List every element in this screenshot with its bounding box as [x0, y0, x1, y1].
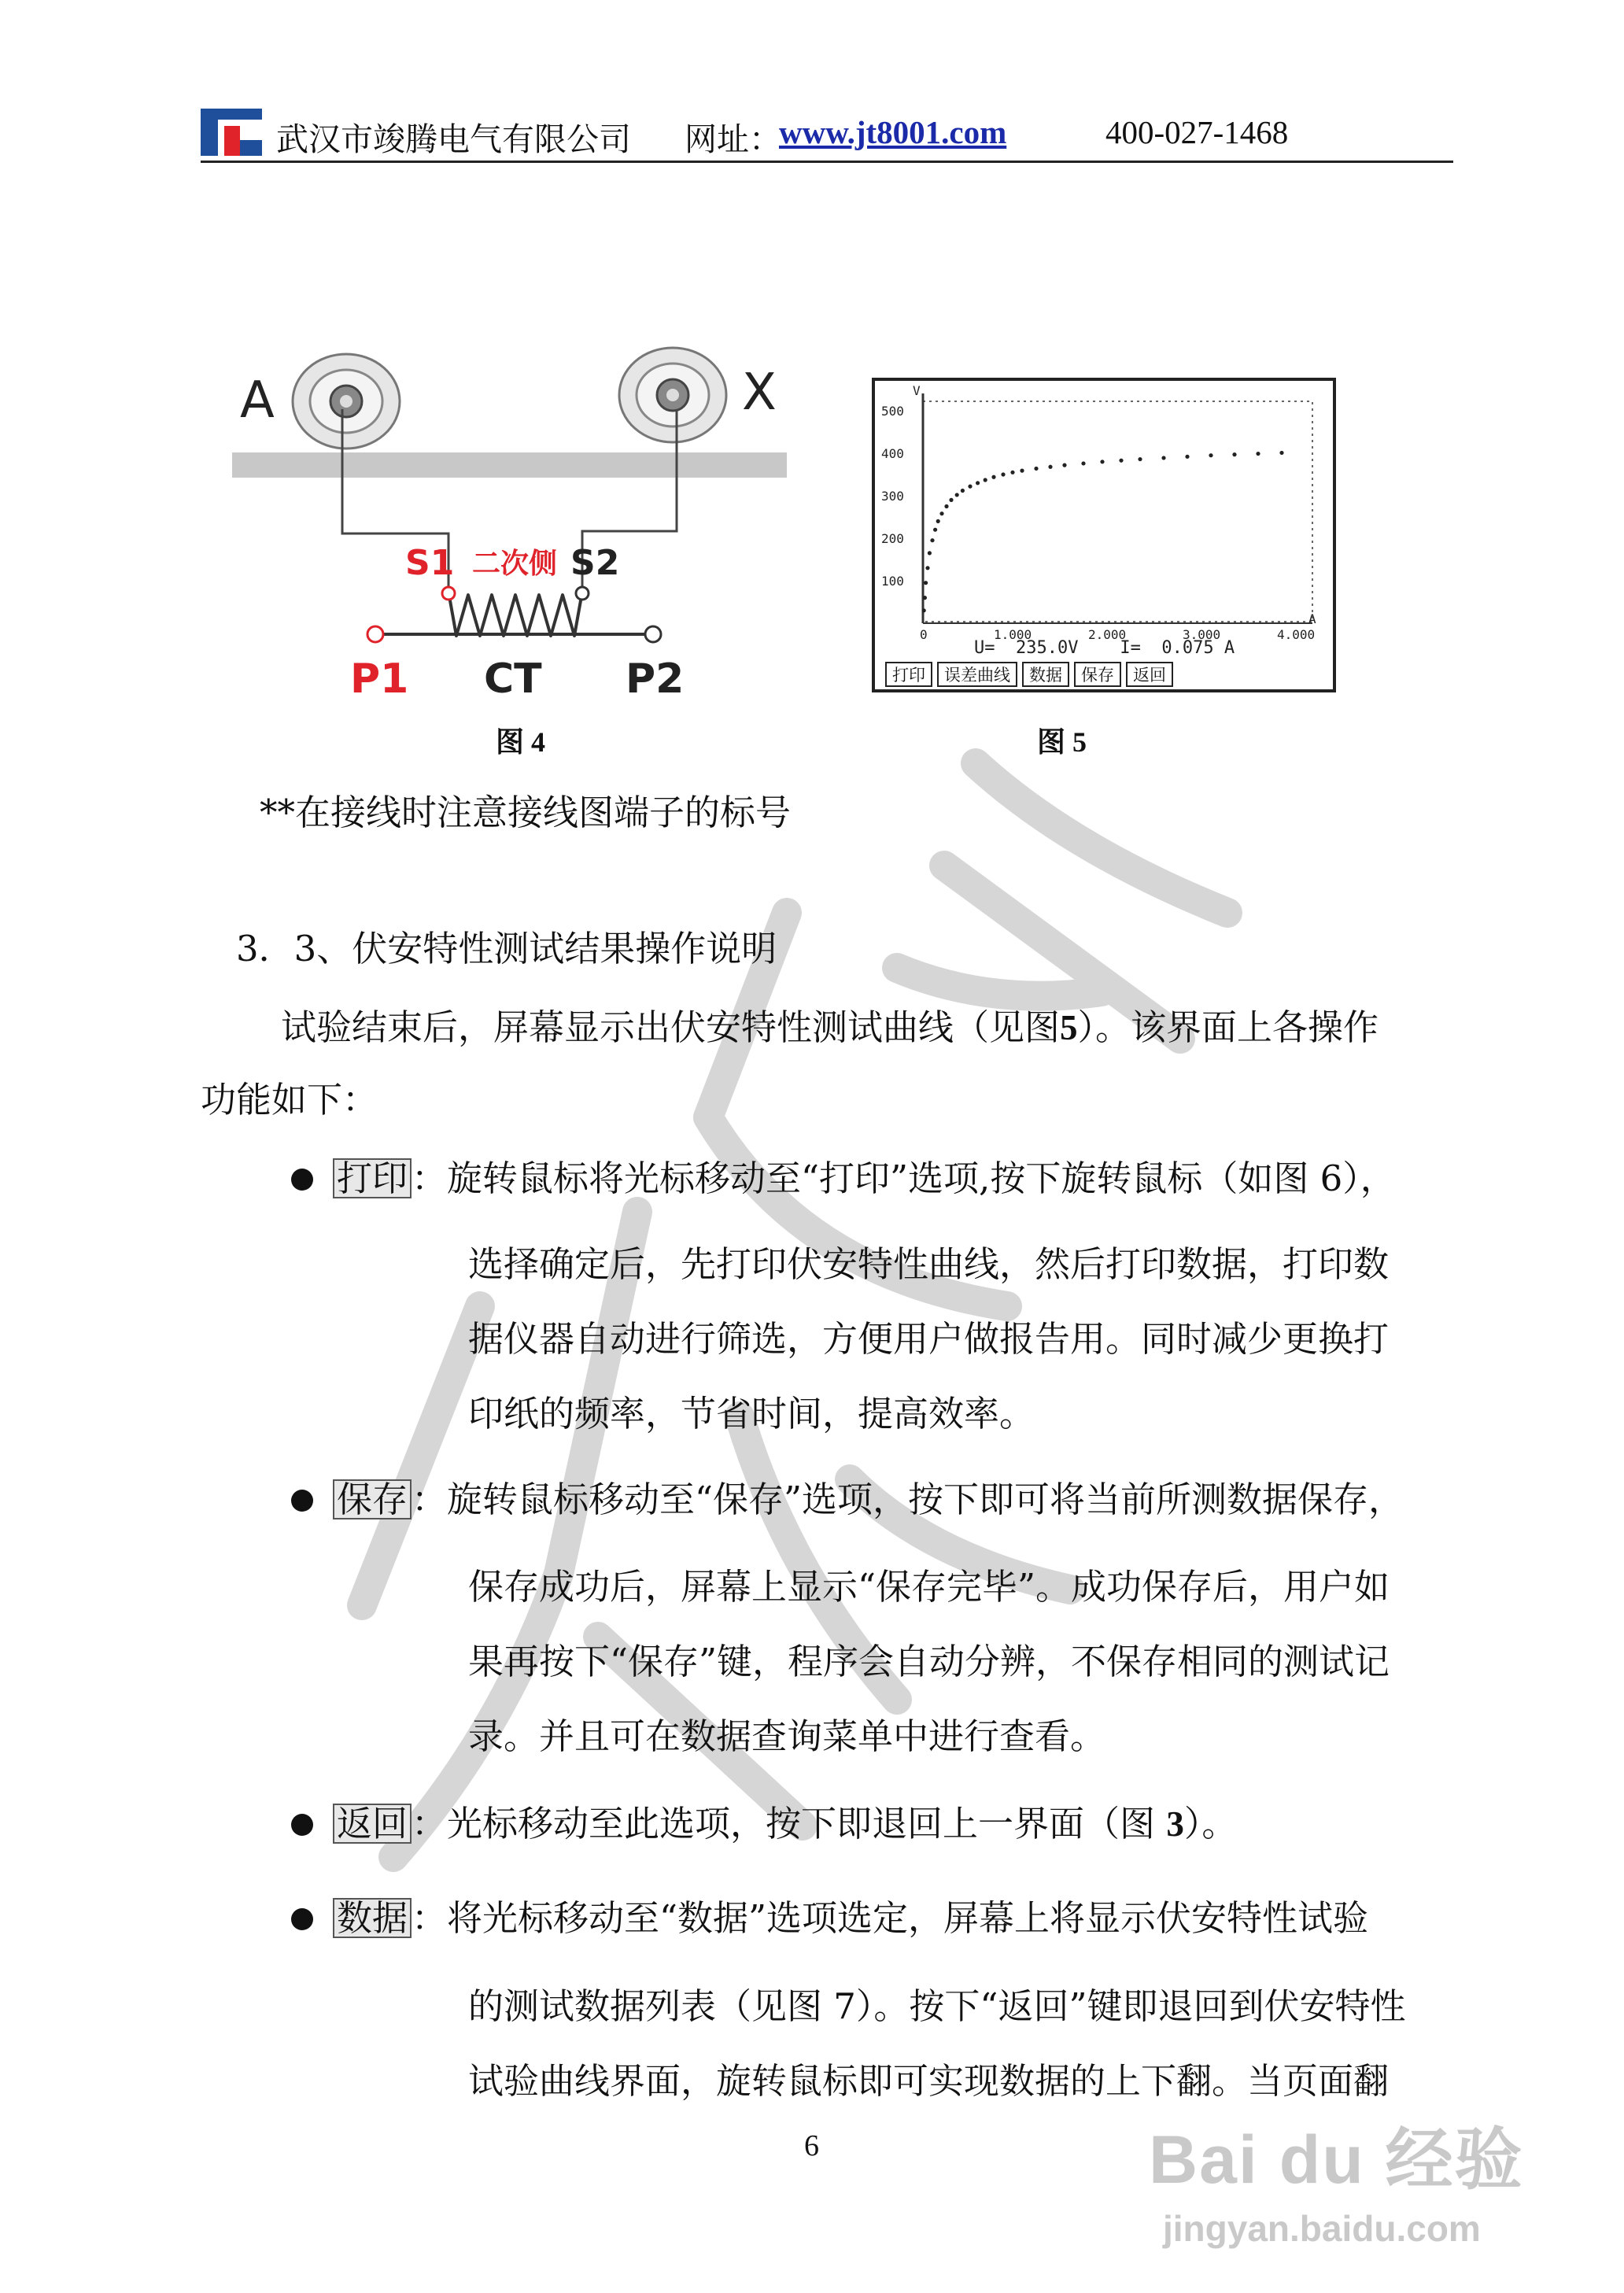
curve-point — [1048, 465, 1052, 469]
bullet-save — [333, 1479, 1404, 1519]
bullet-save-lead: ：旋转鼠标移动至“保存”选项，按下即可将当前所测数据保存， — [412, 1479, 1404, 1520]
curve-point — [928, 551, 932, 555]
page-header — [201, 101, 1452, 164]
curve-point — [922, 608, 926, 612]
terminal-s1 — [442, 587, 455, 600]
label-p1: P1 — [350, 655, 409, 700]
curve-point — [1010, 471, 1014, 474]
curve-point — [1256, 452, 1260, 456]
curve-point — [933, 528, 937, 532]
curve-point — [1034, 467, 1038, 471]
bullet-save-line: 果再按下“保存”键，程序会自动分辨，不保存相同的测试记 — [468, 1641, 1390, 1682]
screen-button-bar — [886, 663, 1172, 686]
intro-text-b: ）。该界面上各操作 — [1077, 1006, 1379, 1048]
curve-point — [1081, 461, 1085, 465]
curve-point — [968, 485, 972, 489]
terminal-p2 — [645, 626, 661, 642]
curve-point — [1119, 459, 1123, 463]
curve-point — [949, 498, 953, 502]
baidu-watermark-logo: Bai du 经验 — [1149, 2122, 1524, 2198]
y-tick-label: 300 — [881, 489, 904, 504]
bullet-data-line: 试验曲线界面，旋转鼠标即可实现数据的上下翻。当页面翻 — [468, 2060, 1390, 2102]
watermark-strokes — [299, 708, 1401, 1889]
bullet-save-line: 录。并且可在数据查询菜单中进行查看。 — [468, 1715, 1106, 1757]
curve-point — [936, 519, 940, 523]
curve-point — [955, 493, 959, 497]
curve-point — [1062, 463, 1066, 467]
curve-point — [1232, 452, 1236, 456]
readout-text: U= 235.0V I= 0.075 A — [974, 638, 1235, 658]
curve-point — [925, 566, 929, 570]
bullet-return-figure-number: 3 — [1166, 1804, 1184, 1844]
label-x: X — [742, 364, 777, 422]
y-tick-label: 500 — [881, 404, 904, 419]
keyword-data-button: 数据 — [333, 1898, 412, 1938]
bushing-a-icon — [293, 354, 400, 449]
screen-button-label: 返回 — [1133, 666, 1166, 685]
keyword-print-button: 打印 — [333, 1158, 412, 1198]
label-a: A — [240, 371, 275, 430]
y-tick-label: 100 — [881, 574, 904, 589]
curve-point — [1209, 453, 1212, 457]
curve-point — [923, 596, 927, 600]
curve-point — [924, 581, 928, 585]
bullet-print-line: 印纸的频率，节省时间，提高效率。 — [468, 1393, 1035, 1435]
bullet-dot-icon — [291, 1908, 313, 1930]
section-heading — [236, 928, 777, 969]
screen-button-label: 打印 — [892, 666, 925, 685]
figure-5-caption: 图 5 — [1037, 726, 1087, 758]
label-ct: CT — [484, 655, 542, 700]
baidu-watermark-url: jingyan.baidu.com — [1163, 2208, 1481, 2249]
x-tick-label: 0 — [920, 627, 928, 642]
y-axis-letter: V — [913, 383, 921, 398]
bullet-print-line: 选择确定后，先打印伏安特性曲线，然后打印数据，打印数 — [468, 1243, 1390, 1285]
curve-point — [1185, 455, 1189, 459]
phone-number: 400-027-1468 — [1105, 114, 1289, 150]
curve-point — [1100, 460, 1104, 463]
label-secondary: 二次侧 — [472, 548, 558, 580]
intro-text-a: 试验结束后，屏幕显示出伏安特性测试曲线（见图 — [281, 1006, 1061, 1048]
company-logo — [201, 109, 262, 156]
bullet-print-line: 据仪器自动进行筛选，方便用户做报告用。同时减少更换打 — [468, 1318, 1390, 1360]
keyword-return-button: 返回 — [333, 1804, 412, 1844]
figure-4-caption: 图 4 — [496, 726, 546, 758]
curve-point — [961, 489, 965, 493]
bullet-save-line: 保存成功后，屏幕上显示“保存完毕”。成功保存后，用户如 — [468, 1566, 1390, 1608]
curve-point — [976, 481, 980, 485]
intro-figure-number: 5 — [1060, 1008, 1078, 1047]
company-name: 武汉市竣腾电气有限公司 — [276, 120, 631, 158]
bullet-print-lead: ：旋转鼠标将光标移动至“打印”选项,按下旋转鼠标（如图 6）， — [412, 1158, 1396, 1199]
bullet-data-line: 的测试数据列表（见图 7）。按下“返回”键即退回到伏安特性 — [468, 1985, 1406, 2027]
curve-point — [1138, 457, 1142, 461]
curve-point — [1161, 456, 1165, 460]
x-tick-label: 2.000 — [1088, 627, 1127, 642]
busbar — [232, 452, 787, 478]
header-divider — [201, 161, 1453, 163]
x-tick-label: 1.000 — [994, 627, 1032, 642]
curve-point — [1020, 469, 1024, 473]
bullet-dot-icon — [291, 1490, 313, 1512]
bullet-dot-icon — [291, 1169, 313, 1191]
intro-line-1 — [281, 1006, 1379, 1048]
curve-point — [1001, 472, 1005, 476]
bullet-return — [333, 1804, 1237, 1844]
screen-button-label: 误差曲线 — [944, 666, 1010, 685]
intro-line-2: 功能如下： — [201, 1079, 378, 1121]
y-tick-label: 400 — [881, 446, 904, 461]
bushing-x-icon — [619, 348, 726, 442]
curve-point — [991, 475, 995, 479]
ct-coil — [448, 592, 582, 636]
curve-point — [939, 511, 943, 515]
curve-point — [1279, 451, 1283, 455]
x-tick-label: 3.000 — [1183, 627, 1221, 642]
bullet-data — [333, 1898, 1368, 1938]
curve-point — [944, 504, 948, 508]
screen-button-label: 数据 — [1029, 666, 1062, 685]
curve-point — [930, 538, 934, 542]
bullet-return-lead-b: ）。 — [1183, 1803, 1238, 1844]
page-number: 6 — [804, 2129, 819, 2162]
section-heading-text: 3．3、伏安特性测试结果操作说明 — [236, 928, 777, 969]
wiring-note: **在接线时注意接线图端子的标号 — [260, 792, 792, 833]
x-tick-label: 4.000 — [1277, 627, 1316, 642]
label-p2: P2 — [626, 655, 685, 700]
terminal-p1 — [367, 626, 383, 642]
figure-5-instrument-screen — [872, 378, 1336, 692]
curve-point — [984, 478, 987, 482]
website-label: 网址： — [685, 120, 781, 158]
x-axis-letter: A — [1308, 611, 1316, 626]
label-s2: S2 — [570, 543, 620, 583]
label-s1: S1 — [405, 543, 455, 583]
website-link[interactable]: www.jt8001.com — [779, 114, 1007, 150]
bullet-print — [333, 1158, 1396, 1198]
bullet-data-lead: ：将光标移动至“数据”选项选定，屏幕上将显示伏安特性试验 — [412, 1897, 1369, 1939]
screen-button-label: 保存 — [1081, 666, 1114, 685]
bullet-return-lead-a: ：光标移动至此选项，按下即退回上一界面（图 — [412, 1803, 1167, 1844]
figure-4-wiring-diagram — [232, 346, 806, 700]
bullet-dot-icon — [291, 1814, 313, 1836]
terminal-s2 — [576, 587, 589, 600]
keyword-save-button: 保存 — [333, 1479, 412, 1519]
y-tick-label: 200 — [881, 531, 904, 546]
